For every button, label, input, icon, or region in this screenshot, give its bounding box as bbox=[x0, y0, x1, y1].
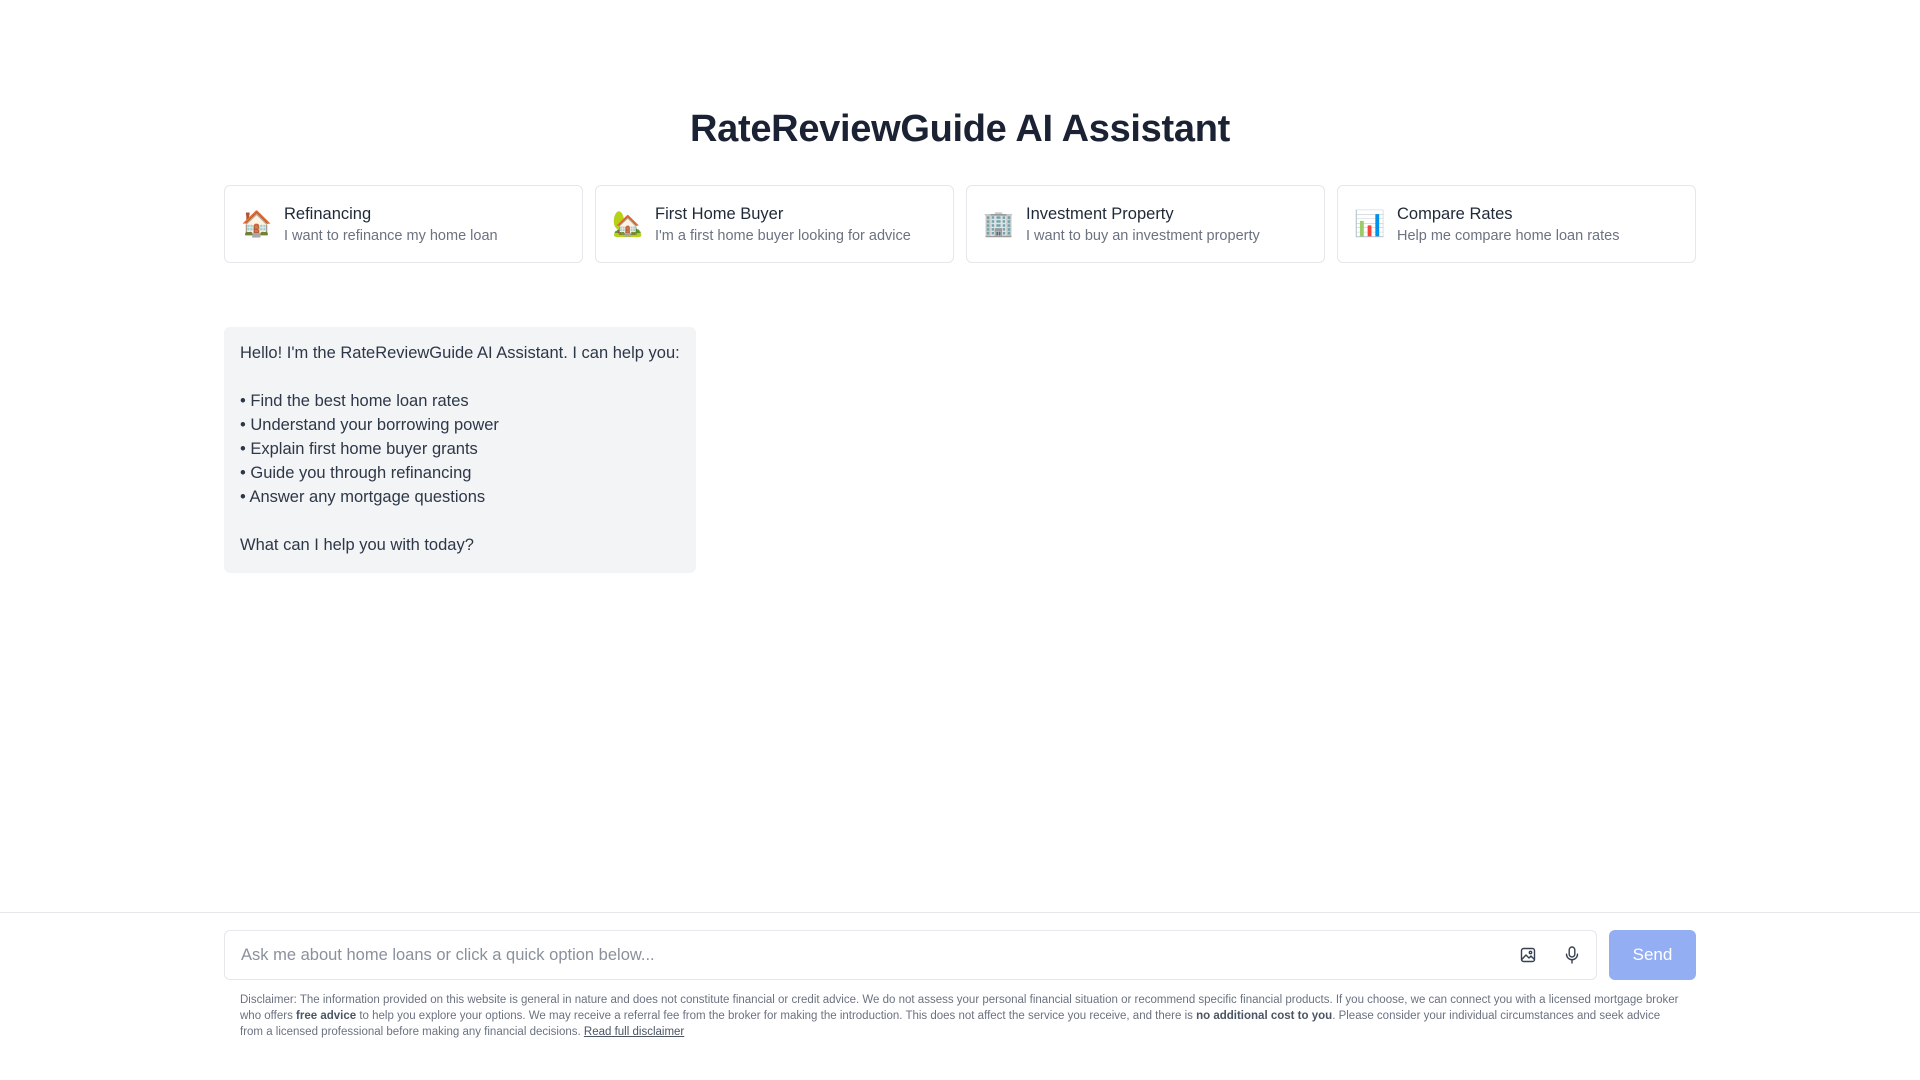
quick-option-compare-rates[interactable] bbox=[1337, 185, 1696, 263]
quick-option-investment-property[interactable] bbox=[966, 185, 1325, 263]
quick-option-subtitle: I want to buy an investment property bbox=[1026, 227, 1260, 244]
disclaimer-text: to help you explore your options. We may receive a referral fee from the broker for making the introduction. This does not affect the service you receive, and there is bbox=[356, 1010, 1197, 1022]
message-input-wrapper bbox=[224, 930, 1597, 980]
bar-chart-icon: 📊 bbox=[1354, 209, 1386, 238]
house-icon: 🏠 bbox=[241, 209, 273, 238]
quick-option-title: Refinancing bbox=[284, 204, 372, 223]
disclaimer bbox=[240, 992, 1680, 1040]
disclaimer-bold-no-cost: no additional cost to you bbox=[1196, 1010, 1333, 1022]
quick-option-subtitle: I want to refinance my home loan bbox=[284, 227, 498, 244]
message-bullet: • Explain first home buyer grants bbox=[240, 440, 478, 458]
read-full-disclaimer-link[interactable]: Read full disclaimer bbox=[583, 1026, 685, 1038]
voice-input-button[interactable] bbox=[1560, 943, 1584, 967]
message-input[interactable] bbox=[225, 931, 1505, 979]
message-bullet: • Answer any mortgage questions bbox=[240, 488, 486, 506]
disclaimer-text: . Please consider your individual circumstances and seek advice from a licensed professional before making any financial decisions. bbox=[240, 1010, 1661, 1038]
image-upload-button[interactable] bbox=[1516, 943, 1540, 967]
microphone-icon bbox=[1564, 946, 1580, 964]
message-intro: Hello! I'm the RateReviewGuide AI Assistant. I can help you: bbox=[240, 344, 680, 362]
message-bullet: • Guide you through refinancing bbox=[240, 464, 472, 482]
send-button[interactable]: Send bbox=[1609, 930, 1696, 980]
message-spacer bbox=[240, 509, 680, 533]
message-bullet: • Understand your borrowing power bbox=[240, 416, 499, 434]
image-icon bbox=[1520, 947, 1536, 963]
assistant-message bbox=[224, 327, 696, 573]
quick-option-title: Compare Rates bbox=[1397, 204, 1513, 223]
quick-option-subtitle: I'm a first home buyer looking for advice bbox=[655, 227, 911, 244]
quick-option-title: First Home Buyer bbox=[655, 204, 784, 223]
house-with-garden-icon: 🏡 bbox=[612, 209, 644, 238]
message-closing: What can I help you with today? bbox=[240, 536, 474, 554]
disclaimer-text: Disclaimer: The information provided on this website is general in nature and does not constitute financial or credit advice. We do not assess your personal financial situation or recommend specific financial products. If you choose, we can connect you with a licensed mortgage broker who offers bbox=[240, 994, 1679, 1022]
disclaimer-bold-free-advice: free advice bbox=[296, 1010, 357, 1022]
quick-option-first-home-buyer[interactable] bbox=[595, 185, 954, 263]
quick-options bbox=[224, 185, 1696, 263]
quick-option-title: Investment Property bbox=[1026, 204, 1174, 223]
message-spacer bbox=[240, 365, 680, 389]
office-building-icon: 🏢 bbox=[983, 209, 1015, 238]
message-bullet: • Find the best home loan rates bbox=[240, 392, 469, 410]
page-title: RateReviewGuide AI Assistant bbox=[690, 108, 1230, 150]
quick-option-subtitle: Help me compare home loan rates bbox=[1397, 227, 1620, 244]
composer-bar bbox=[0, 912, 1920, 1080]
quick-option-refinancing[interactable] bbox=[224, 185, 583, 263]
